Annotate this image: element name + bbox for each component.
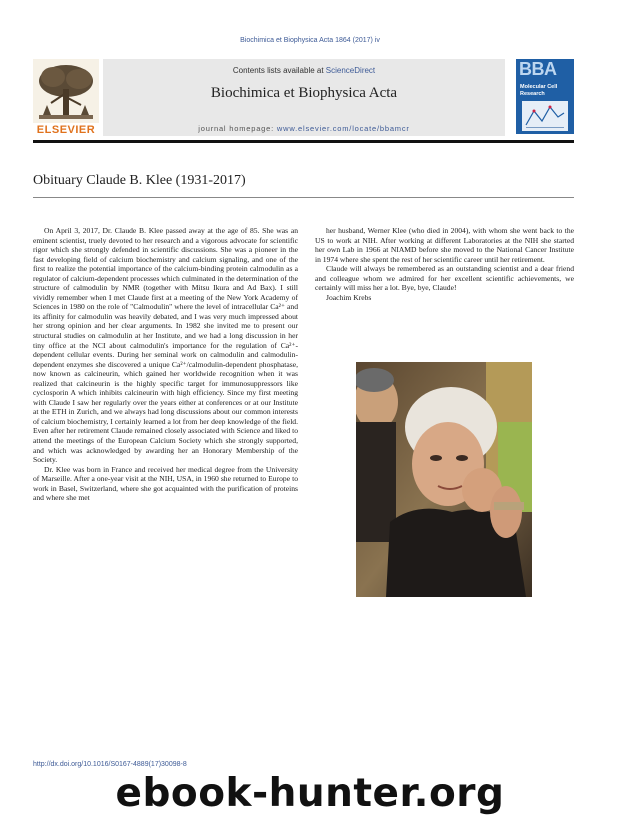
sciencedirect-link[interactable]: ScienceDirect <box>325 66 376 75</box>
contents-prefix: Contents lists available at <box>232 66 324 75</box>
watermark-text: ebook-hunter.org <box>115 771 505 816</box>
paragraph: Claude will always be remembered as an outstanding scientist and a dear friend and colleague whom we admired for her excellent scientific achievements, we certainly will miss her a lot. Bye, bye, Claude! <box>315 264 574 293</box>
journal-citation: Biochimica et Biophysica Acta 1864 (2017) iv <box>240 37 380 44</box>
article-title: Obituary Claude B. Klee (1931-2017) <box>33 173 246 188</box>
title-rule <box>33 197 574 198</box>
paragraph: her husband, Werner Klee (who died in 2004), with whom she went back to the US to work at NIH. After working at different Laboratories at the NIH she started her own Lab in 1966 at NIAMD before she moved to the National Cancer Institute in 1974 where she spent the rest of her scientific career until her retirement. <box>315 226 574 264</box>
homepage-link[interactable]: www.elsevier.com/locate/bbamcr <box>276 124 410 133</box>
paragraph: Dr. Klee was born in France and received her medical degree from the University of Marseille. After a one-year visit at the NIH, USA, in 1960 she returned to Europe to work in Basel, Switzerland, where she got acquainted with the purification of proteins and where she met <box>33 464 298 503</box>
author-signature: Joachim Krebs <box>326 292 372 302</box>
header-rule <box>33 140 574 143</box>
cover-artwork <box>522 101 568 131</box>
journal-homepage <box>103 124 505 133</box>
journal-title: Biochimica et Biophysica Acta <box>210 85 398 101</box>
body-column-left <box>33 226 298 503</box>
portrait-photo <box>356 362 532 597</box>
homepage-label: journal homepage: <box>198 124 275 133</box>
elsevier-wordmark: ELSEVIER <box>36 124 96 136</box>
paragraph: On April 3, 2017, Dr. Claude B. Klee passed away at the age of 85. She was an eminent scientist, truely devoted to her research and a vigorous advocate for scientific rigor which she strongly defended in scientific discussions. She was a pioneer in the fast developing field of calcium biochemistry and calcium signaling, and one of the first to realize the potential importance of the calcium-binding protein calmodulin as a regulator of calcium-dependent processes which culminated in the determination of the structure of calmodulin by NMR (together with Mitsu Ikura and Ad Bax). I still vividly remember when I met Claude first at a meeting of the New York Academy of Sciences in 1980 on the role of "Calmodulin" where the level of intracellular Ca²⁺ and its affinity for calmodulin was heavily debated, and I was very much impressed about her strong opinion and her clear arguments. In 1982 she invited me to present our structural studies on calmodulin at her Institute, and we had a long discussion in her tiny office at the NCI about calmodulin's importance for the regulation of Ca²⁺-dependent cellular events. During her seminal work on calmodulin and calmodulin-dependent enzymes she discovered a unique Ca²⁺/calmodulin-dependent phosphatase, now known as calcineurin, which gained her worldwide recognition when it was realized that calcineurin is the highly specific target for immunosuppressors like cyclosporin A which inhibits calcineurin with high efficiency. Since my first meeting with Claude I saw her regularly over the years either at conferences or at our Institute at the ETH in Zurich, and we always had long discussions about our common interests of calcium biochemistry, I certainly learned a lot from her deep knowledge of the field. Even after her retirement Claude remained closely associated with Science and liked to attend the meetings of the European Calcium Society which she strongly supported, and which was acknowledged by awarding her an Honorary Membership of the Society. <box>33 226 298 465</box>
contents-availability <box>103 66 505 75</box>
cover-subtitle: Molecular Cell Research <box>520 84 558 97</box>
doi-link[interactable]: http://dx.doi.org/10.1016/S0167-4889(17)30098-8 <box>33 761 187 768</box>
cover-title: BBA <box>519 59 557 79</box>
body-column-right <box>315 226 574 302</box>
journal-cover-thumbnail <box>516 59 574 134</box>
